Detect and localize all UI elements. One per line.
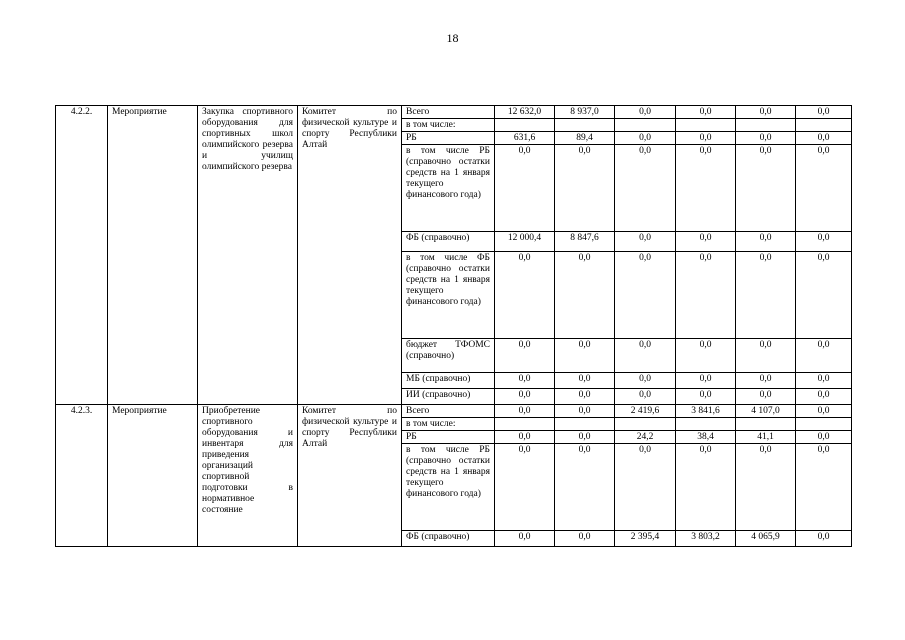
budget-table [55,105,852,547]
funding-source-label: РБ [402,132,495,145]
value-cell: 0,0 [495,431,555,444]
value-cell: 0,0 [555,531,615,547]
row-number: 4.2.2. [56,106,108,405]
value-cell: 0,0 [676,106,736,119]
value-cell [495,119,555,132]
value-cell: 0,0 [736,132,796,145]
value-cell: 0,0 [796,106,852,119]
funding-source-label: МБ (справочно) [402,373,495,389]
value-cell: 0,0 [796,405,852,418]
value-cell: 0,0 [676,132,736,145]
row-number: 4.2.3. [56,405,108,547]
funding-source-label: бюджет ТФОМС (справочно) [402,339,495,373]
page-number: 18 [446,31,459,45]
value-cell: 0,0 [676,145,736,232]
value-cell: 3 803,2 [676,531,736,547]
funding-source-label: в том числе РБ (справочно остатки средств на 1 января текущего финансового года) [402,145,495,232]
value-cell: 4 107,0 [736,405,796,418]
value-cell: 0,0 [555,145,615,232]
value-cell [676,119,736,132]
value-cell: 0,0 [495,444,555,531]
value-cell: 0,0 [555,389,615,405]
value-cell: 0,0 [615,232,676,252]
value-cell: 0,0 [736,373,796,389]
value-cell: 0,0 [796,431,852,444]
value-cell: 0,0 [796,132,852,145]
value-cell: 0,0 [736,252,796,339]
value-cell: 4 065,9 [736,531,796,547]
value-cell: 2 395,4 [615,531,676,547]
value-cell [796,119,852,132]
value-cell: 0,0 [736,444,796,531]
value-cell: 0,0 [796,389,852,405]
value-cell: 0,0 [676,339,736,373]
value-cell: 8 847,6 [555,232,615,252]
value-cell [736,418,796,431]
value-cell: 0,0 [615,444,676,531]
funding-source-label: в том числе РБ (справочно остатки средств на 1 января текущего финансового года) [402,444,495,531]
value-cell: 0,0 [676,252,736,339]
funding-source-label: РБ [402,431,495,444]
value-cell: 0,0 [615,132,676,145]
value-cell: 0,0 [796,444,852,531]
value-cell [495,418,555,431]
value-cell: 0,0 [736,106,796,119]
value-cell: 12 632,0 [495,106,555,119]
value-cell: 0,0 [676,232,736,252]
value-cell: 12 000,4 [495,232,555,252]
value-cell [615,418,676,431]
value-cell: 0,0 [615,106,676,119]
value-cell: 0,0 [615,389,676,405]
value-cell: 0,0 [796,232,852,252]
value-cell: 0,0 [796,339,852,373]
row-type: Мероприятие [108,405,198,547]
value-cell: 3 841,6 [676,405,736,418]
value-cell: 0,0 [676,389,736,405]
funding-source-label: ФБ (справочно) [402,531,495,547]
value-cell: 0,0 [495,252,555,339]
value-cell: 0,0 [555,339,615,373]
value-cell: 0,0 [796,145,852,232]
row-name: Закупка спортивного оборудования для спортивных школ олимпийского резерва и училищ олимпийского резерва [198,106,298,405]
value-cell: 0,0 [615,373,676,389]
funding-source-label: в том числе: [402,418,495,431]
value-cell [555,119,615,132]
value-cell: 0,0 [736,339,796,373]
row-executor: Комитет по физической культуре и спорту Республики Алтай [298,405,402,547]
value-cell: 2 419,6 [615,405,676,418]
row-executor: Комитет по физической культуре и спорту Республики Алтай [298,106,402,405]
value-cell: 0,0 [615,252,676,339]
value-cell: 631,6 [495,132,555,145]
value-cell: 0,0 [555,373,615,389]
value-cell [676,418,736,431]
value-cell: 0,0 [555,444,615,531]
value-cell: 0,0 [495,531,555,547]
value-cell [615,119,676,132]
value-cell: 0,0 [495,405,555,418]
value-cell: 89,4 [555,132,615,145]
value-cell [555,418,615,431]
value-cell [736,119,796,132]
table-row [56,106,852,119]
value-cell: 41,1 [736,431,796,444]
value-cell: 0,0 [495,339,555,373]
funding-source-label: Всего [402,106,495,119]
value-cell: 0,0 [676,373,736,389]
funding-source-label: в том числе ФБ (справочно остатки средств на 1 января текущего финансового года) [402,252,495,339]
value-cell: 0,0 [555,431,615,444]
funding-source-label: в том числе: [402,119,495,132]
value-cell: 0,0 [796,531,852,547]
funding-source-label: ИИ (справочно) [402,389,495,405]
value-cell: 0,0 [555,405,615,418]
value-cell: 0,0 [796,252,852,339]
row-name: Приобретение спортивного оборудования и инвентаря для приведения организаций спортивной подготовки в нормативное состояние [198,405,298,547]
value-cell: 8 937,0 [555,106,615,119]
value-cell: 0,0 [796,373,852,389]
value-cell: 0,0 [555,252,615,339]
value-cell: 38,4 [676,431,736,444]
value-cell: 24,2 [615,431,676,444]
table-row [56,405,852,418]
value-cell: 0,0 [495,145,555,232]
value-cell: 0,0 [495,389,555,405]
value-cell: 0,0 [736,145,796,232]
value-cell: 0,0 [615,145,676,232]
value-cell: 0,0 [495,373,555,389]
row-type: Мероприятие [108,106,198,405]
value-cell: 0,0 [736,232,796,252]
funding-source-label: ФБ (справочно) [402,232,495,252]
value-cell: 0,0 [676,444,736,531]
value-cell [796,418,852,431]
value-cell: 0,0 [615,339,676,373]
value-cell: 0,0 [736,389,796,405]
funding-source-label: Всего [402,405,495,418]
